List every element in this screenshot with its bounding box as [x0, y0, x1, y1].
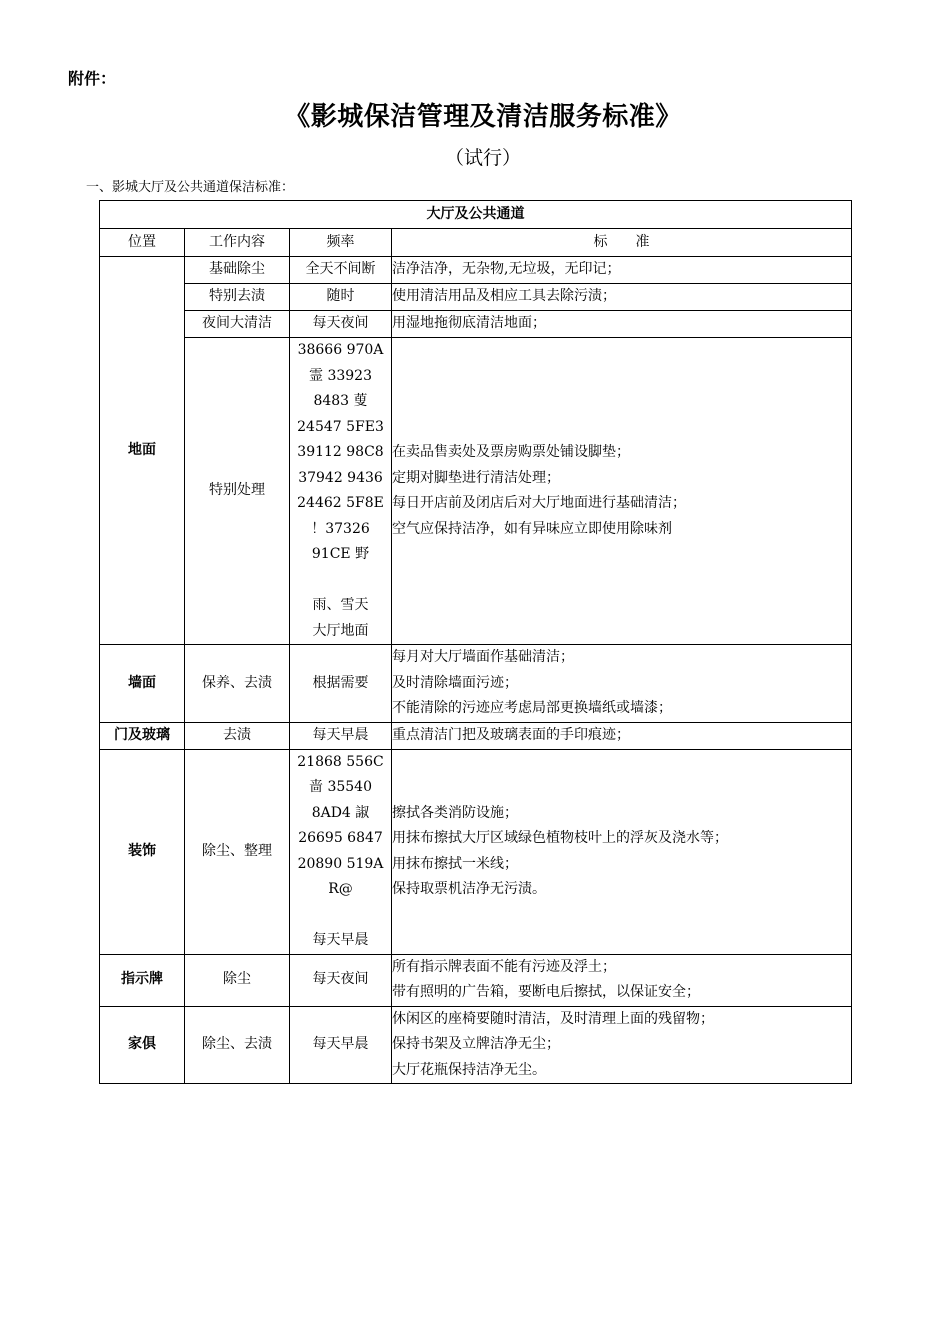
frequency-line: 38666 970A — [297, 342, 384, 358]
header-frequency: 频率 — [290, 229, 392, 257]
frequency-cell: 每天夜间 — [290, 311, 392, 338]
location-wall: 墙面 — [100, 645, 185, 723]
header-work: 工作内容 — [185, 229, 290, 257]
frequency-cell: 每天早晨 — [290, 722, 392, 749]
standard-cell — [392, 1006, 852, 1084]
standard-line: 所有指示牌表面不能有污迹及浮土； — [392, 958, 616, 975]
standard-line: 每日开店前及闭店后对大厅地面进行基础清洁； — [392, 495, 686, 511]
frequency-cell: 随时 — [290, 284, 392, 311]
frequency-cell — [290, 749, 392, 954]
table-row — [100, 1006, 852, 1084]
table-caption: 大厅及公共通道 — [100, 201, 852, 229]
frequency-line: 39112 98C8 — [297, 444, 384, 460]
table-row — [100, 722, 852, 749]
table-caption-row — [100, 201, 852, 229]
frequency-cell: 每天夜间 — [290, 954, 392, 1006]
table-row — [100, 749, 852, 954]
frequency-line — [290, 903, 391, 929]
standard-cell: 使用清洁用品及相应工具去除污渍； — [392, 284, 852, 311]
location-decoration: 装饰 — [100, 749, 185, 954]
location-furniture: 家俱 — [100, 1006, 185, 1084]
document-subtitle: （试行） — [444, 147, 521, 169]
standard-cell — [392, 645, 852, 723]
table-row — [100, 257, 852, 284]
frequency-cell — [290, 338, 392, 645]
standard-line: 休闲区的座椅要随时清洁，及时清理上面的残留物； — [392, 1010, 714, 1027]
standard-cell: 洁净洁净，无杂物,无垃圾，无印记； — [392, 257, 852, 284]
standard-line: 保持书架及立牌洁净无尘； — [392, 1036, 560, 1052]
standard-cell — [392, 749, 852, 954]
standard-line: 擦拭各类消防设施； — [392, 804, 518, 821]
frequency-line: 24462 5F8E — [297, 495, 384, 511]
frequency-line — [290, 568, 391, 594]
attachment-label: 附件： — [68, 69, 117, 88]
frequency-line: 大厅地面 — [312, 622, 369, 639]
frequency-line: 每天早晨 — [312, 932, 369, 948]
frequency-cell: 根据需要 — [290, 645, 392, 723]
standard-line: 定期对脚垫进行清洁处理； — [392, 469, 560, 486]
frequency-line: 雨、雪天 — [312, 597, 369, 613]
work-cell: 去渍 — [185, 722, 290, 749]
work-cell: 特别去渍 — [185, 284, 290, 311]
frequency-line: 26695 6847 — [298, 830, 383, 846]
standard-line: 每月对大厅墙面作基础清洁； — [392, 649, 574, 665]
cleaning-standard-table — [99, 200, 852, 1084]
standard-line: 在卖品售卖处及票房购票处铺设脚垫； — [392, 444, 630, 460]
standard-line: 不能清除的污迹应考虑局部更换墙纸或墙漆； — [392, 700, 672, 716]
standard-cell: 重点清洁门把及玻璃表面的手印痕迹； — [392, 722, 852, 749]
frequency-cell: 每天早晨 — [290, 1006, 392, 1084]
work-cell: 除尘 — [185, 954, 290, 1006]
section-heading: 一、影城大厅及公共通道保洁标准： — [86, 180, 295, 195]
location-door-glass: 门及玻璃 — [100, 722, 185, 749]
table-row — [100, 338, 852, 645]
work-cell: 夜间大清洁 — [185, 311, 290, 338]
frequency-line: 20890 519A — [297, 855, 384, 872]
table-row — [100, 284, 852, 311]
frequency-line: 24547 5FE3 — [297, 418, 384, 435]
frequency-line: ！37326 — [311, 520, 370, 537]
frequency-line: 21868 556C — [297, 753, 384, 770]
work-cell: 除尘、去渍 — [185, 1006, 290, 1084]
standard-cell — [392, 954, 852, 1006]
table-header-row — [100, 229, 852, 257]
standard-line: 保持取票机洁净无污渍。 — [392, 881, 546, 897]
standard-line: 用抹布擦拭大厅区域绿色植物枝叶上的浮灰及浇水等； — [392, 830, 728, 846]
location-floor: 地面 — [100, 257, 185, 645]
standard-line: 空气应保持洁净，如有异味应立即使用除味剂 — [392, 520, 672, 537]
frequency-line: 37942 9436 — [298, 469, 383, 486]
location-signage: 指示牌 — [100, 954, 185, 1006]
standard-line: 大厅花瓶保持洁净无尘。 — [392, 1061, 546, 1078]
header-standard: 标 准 — [392, 229, 852, 257]
frequency-line: 91CE 野 — [311, 546, 370, 562]
standard-line: 用抹布擦拭一米线； — [392, 855, 518, 872]
table-row — [100, 311, 852, 338]
header-location: 位置 — [100, 229, 185, 257]
work-cell: 保养、去渍 — [185, 645, 290, 723]
work-cell: 基础除尘 — [185, 257, 290, 284]
standard-cell: 用湿地拖彻底清洁地面； — [392, 311, 852, 338]
standard-cell — [392, 338, 852, 645]
frequency-line: R@ — [328, 881, 353, 897]
frequency-cell: 全天不间断 — [290, 257, 392, 284]
table-row — [100, 645, 852, 723]
table-row — [100, 954, 852, 1006]
work-cell: 特别处理 — [185, 338, 290, 645]
standard-line: 及时清除墙面污迹； — [392, 674, 518, 691]
work-cell: 除尘、整理 — [185, 749, 290, 954]
frequency-line: 啬 35540 — [309, 779, 372, 795]
document-title: 《影城保洁管理及清洁服务标准》 — [284, 102, 682, 132]
frequency-line: 霊 33923 — [309, 367, 372, 384]
frequency-line: 8483 蓃 — [313, 393, 368, 409]
frequency-line: 8AD4 諔 — [311, 804, 370, 821]
standard-line: 带有照明的广告箱，要断电后擦拭，以保证安全； — [392, 984, 700, 1000]
